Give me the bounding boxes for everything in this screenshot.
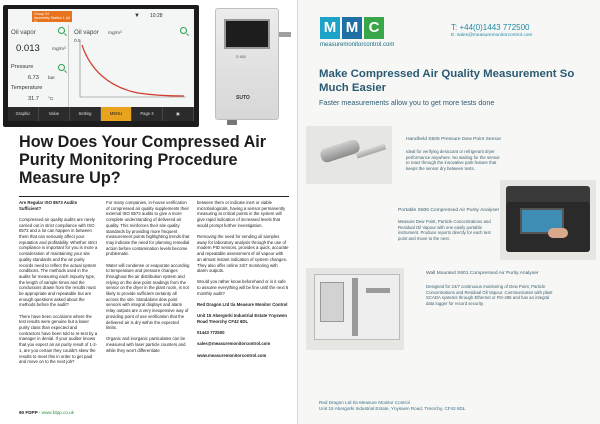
product-title-s601: Wall Mounted S601 Compressed Air Purity Analyser (426, 271, 539, 276)
zoom-icon (58, 27, 65, 34)
article-heading: Red Dragon Ltd t/a Measure Monitor Control (197, 302, 288, 308)
device-screen (224, 19, 270, 49)
graph-curve (82, 45, 184, 96)
pen-sensor-probe (356, 144, 386, 159)
temperature-label: Temperature (11, 85, 43, 91)
screen-divider (68, 25, 69, 107)
magazine-name: FDPP (25, 410, 38, 415)
article-heading: sales@measuremonitorcontrol.com (197, 341, 271, 347)
toolbar-page[interactable]: Page 3 (132, 107, 163, 121)
article-paragraph: For many companies, in-house verification of compressed air quality supplements their external ISO 8573 audits to give a more complete understanding of delivered air quality. This reinforces their site quality standards by providing more frequent measurement points highlighting trends that may indicate the need for planning remedial action before contamination levels become problematic. (106, 200, 190, 257)
product-desc-s601: Designed for 24/7 continuous monitoring of Dew Point, Particle Concentrations and Residual Oil Vapour. Communicates with plant SCADA systems through Ethernet or RS-485 and has an integral data logger for record security. (426, 284, 553, 307)
advert-subtitle: Faster measurements allow you to get more tests done (319, 98, 495, 107)
left-page (0, 0, 298, 424)
device-body (215, 8, 279, 120)
article-paragraph: Organic and inorganic particulates can be measured with laser particle counters and while they won't differentiate (106, 336, 186, 353)
article-paragraph: Water will condense or evaporate according to temperature and pressure changes throughout the air distribution system and relying on the dew point readings from the sensor on the dryer in the plant room, is not likely to provide sufficient certainty all across the site. Standalone dew point sensors with integral displays and alarm relay outputs are a very inexpensive way of providing point of use verification that the delivered air is dry within the expected limits. (106, 262, 190, 331)
contact-phone: T: +44(0)1443 772500 (451, 23, 530, 32)
graph-label: Oil vapor (74, 29, 99, 36)
article-column-2 (106, 200, 190, 359)
product-desc-s606: Measure Dew Point, Particle Concentrations and Residual Oil Vapour with one easily portable instrument. Produce reports directly for each test point and move to the next. (398, 219, 491, 242)
temperature-unit: °C (48, 97, 54, 102)
mmc-logo (320, 17, 384, 39)
group-badge-line1: Group 04 (34, 12, 49, 16)
device-model: S 600 (236, 55, 246, 59)
analyser-device-image (203, 2, 297, 126)
device-pipe (279, 32, 291, 37)
device-brand-logo: SUTO (236, 95, 250, 101)
temperature-value: 31.7 (28, 96, 39, 102)
contact-email[interactable]: E: sales@measuremonitorcontrol.com (451, 33, 533, 38)
hand-image (548, 228, 568, 238)
product-desc-s505: Ideal for verifying desiccant or refrigerant dryer performance anywhere. No waiting for the sensor to react through the innovative park feature that keeps the sensor dry between tests. (406, 149, 500, 172)
article-column-3 (197, 200, 289, 364)
pressure-value: 6.73 (28, 75, 39, 81)
screen-toolbar (8, 107, 194, 121)
pressure-label: Pressure (11, 64, 34, 70)
article-title: How Does Your Compressed Air Purity Monitoring Procedure Measure Up? (19, 133, 267, 187)
toolbar-graphic[interactable]: Graphic (8, 107, 39, 121)
article-heading: 01443 772500 (197, 330, 225, 336)
product-image-s606 (500, 180, 596, 260)
camera-icon[interactable]: ▣ (163, 107, 194, 121)
graph-y-top: 0.5 (74, 39, 81, 44)
wall-pipe (352, 278, 358, 336)
toolbar-menu[interactable]: MENU (101, 107, 132, 121)
article-paragraph: between them or indicate inert or viable microbiologicals, having a sensor permanently measuring at critical points in the system will give rapid indication of increased levels that would prompt further investigation. (197, 200, 286, 228)
wall-device (320, 282, 344, 322)
toolbar-value[interactable]: Value (39, 107, 70, 121)
advert-title: Make Compressed Air Quality Measurement So Much Easier (319, 68, 575, 94)
article-column-1 (19, 200, 99, 370)
right-page-advert (298, 0, 600, 424)
oil-vapor-unit: mg/m³ (52, 47, 66, 52)
oil-vapor-graph (78, 39, 188, 101)
screen-time: 10:28 (150, 13, 163, 19)
wifi-icon: ▼ (134, 13, 140, 19)
graph-unit: mg/m³ (108, 31, 122, 36)
logo-letter: M (320, 17, 340, 39)
zoom-icon (180, 27, 187, 34)
zoom-icon (58, 64, 65, 71)
product-image-s505 (306, 126, 392, 184)
magazine-site[interactable]: www.fdpp.co.uk (41, 410, 74, 415)
device-foot (227, 120, 237, 125)
logo-letter: M (342, 17, 362, 39)
article-heading: Unit 15 Abergorki Industrial Estate Ynyswen Road Treorchy CF42 6DL (197, 313, 288, 324)
product-title-s505: Handheld S505 Pressure Dew Point Sensor (406, 137, 502, 142)
article-paragraph: There have been occasions where the test results were genuine but a lower purity class than expected and contractors have been told to re-test by a manager in denial. If your auditor knows that you expect an air purity result of 1-2-1, are you certain they couldn't skew the results to meet this in order to get paid and move on to the next job? (19, 313, 98, 365)
group-badge-line2: Assembly Station 1 (id 5) (34, 16, 70, 25)
article-paragraph: Compressed air quality audits are rarely carried out in strict compliance with ISO 8573 and a lot can happen in between them that can seriously affect your reputation and profitability. Whether strict compliance is important for you is more a consideration of maintaining your site quality standards and the air purity records need to reflect the actual system conditions. The methods used in the audits for measuring each impurity type, the length of sample times and the conclusions drawn from the results must be appropriate and repeatable but are enough questions asked about the methods before the audit? (19, 216, 98, 308)
product-image-s601 (306, 268, 404, 350)
pressure-unit: bar (48, 76, 55, 81)
advert-footer-company: Red Dragon Ltd t/a Measure Monitor Control (319, 400, 410, 405)
pen-sensor-body (319, 138, 361, 164)
oil-vapor-label: Oil vapor (11, 29, 36, 36)
toolbar-setting[interactable]: Setting (70, 107, 101, 121)
advert-footer (319, 400, 465, 412)
page-footer (19, 410, 74, 415)
logo-letter: C (364, 17, 384, 39)
footer-separator: - (38, 410, 42, 415)
analyser-screen (8, 9, 194, 121)
article-paragraph: Would you rather know beforehand or is it safe to assume everything will be fine until the next 6 monthly audit? (197, 279, 289, 296)
article-paragraph: Removing the need for sending oil samples away for laboratory analysis through the use of modern PID sensors, provides a quick, accurate and repeatable assessment of oil vapour with an almost instant indication of system changes. They also offer online 24/7 monitoring with alarm outputs. (197, 234, 289, 274)
article-heading: Are Regular ISO 8573 Audits Sufficient? (19, 200, 78, 211)
title-rule (19, 196, 289, 197)
page-number: 90 (19, 410, 25, 415)
article-heading: www.measuremonitorcontrol.com (197, 352, 267, 358)
advert-footer-address: Unit 15 Abergorki Industrial Estate, Ynyswen Road, Treorchy, CF42 6DL (319, 406, 466, 412)
oil-vapor-value: 0.013 (16, 43, 40, 54)
group-badge (32, 11, 72, 25)
wall-pipe-branch (366, 288, 390, 293)
analyser-screen-image (3, 5, 199, 127)
logo-url[interactable]: measuremonitorcontrol.com (320, 42, 395, 48)
product-title-s606: Portable S606 Compressed Air Purity Analyser (398, 208, 500, 213)
